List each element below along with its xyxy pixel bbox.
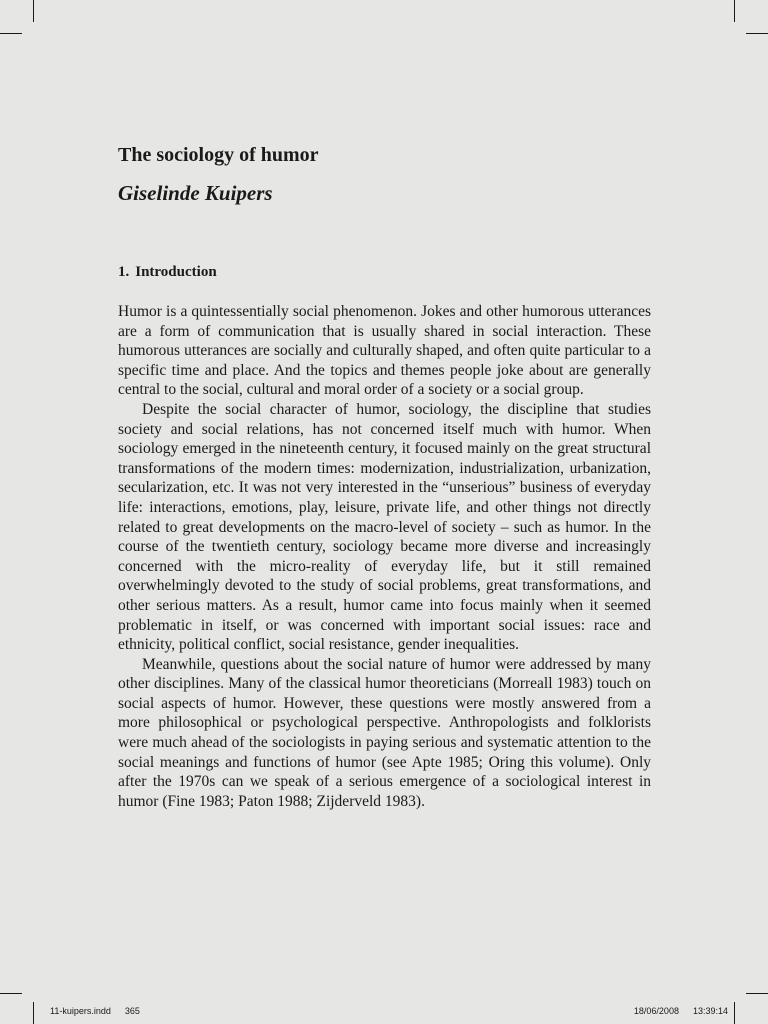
paragraph-1: Humor is a quintessentially social phenomenon. Jokes and other humorous utterances are a form of communication that is usually shared in social interaction. These humorous utterances are socially and culturally shaped, and often quite particular to a specific time and place. And the topics and themes people joke about are generally central to the social, cultural and moral order of a society or a social group. — [118, 303, 651, 399]
slug-date: 18/06/2008 — [633, 1006, 679, 1016]
crop-mark-bottom-right-horizontal — [746, 993, 768, 994]
section-number: 1. — [118, 264, 130, 280]
section-heading-text: Introduction — [135, 264, 217, 280]
crop-mark-bottom-right-vertical — [734, 1002, 735, 1024]
slug-file-info — [50, 1006, 140, 1016]
crop-mark-top-left-horizontal — [0, 33, 22, 34]
slug-time: 13:39:14 — [692, 1006, 728, 1016]
chapter-author: Giselinde Kuipers — [118, 181, 273, 205]
crop-mark-top-right-vertical — [734, 0, 735, 22]
section-heading — [118, 263, 217, 281]
chapter-title: The sociology of humor — [118, 144, 319, 166]
crop-mark-bottom-left-vertical — [33, 1002, 34, 1024]
crop-mark-top-right-horizontal — [746, 33, 768, 34]
crop-mark-top-left-vertical — [33, 0, 34, 22]
paragraph-2: Despite the social character of humor, sociology, the discipline that studies society and social relations, has not concerned itself much with humor. When sociology emerged in the nineteenth century, it focused mainly on the great structural transformations of the modern times: modernization, industrialization, urbanization, secularization, etc. It was not very interested in the “unserious” business of everyday life: interactions, emotions, play, leisure, private life, and other things not directly related to great developments on the macro-level of society – such as humor. In the course of the twentieth century, sociology became more diverse and increasingly concerned with the micro-reality of everyday life, but it still remained overwhelmingly devoted to the study of social problems, great transformations, and other serious matters. As a result, humor came into focus mainly when it seemed problematic in itself, or was concerned with important social issues: race and ethnicity, political conflict, social resistance, gender inequalities. — [118, 400, 651, 654]
slug-file-name: 11-kuipers.indd — [50, 1006, 111, 1016]
slug-timestamp — [634, 1006, 728, 1016]
slug-page-number: 365 — [124, 1006, 140, 1016]
body-text — [118, 302, 651, 811]
crop-mark-bottom-left-horizontal — [0, 993, 22, 994]
paragraph-3: Meanwhile, questions about the social nature of humor were addressed by many other disciplines. Many of the classical humor theoreticians (Morreall 1983) touch on social aspects of humor. However, these questions were mostly answered from a more philosophical or psychological perspective. Anthropologists and folklorists were much ahead of the sociologists in paying serious and systematic attention to the social meanings and functions of humor (see Apte 1985; Oring this volume). Only after the 1970s can we speak of a serious emergence of a sociological interest in humor (Fine 1983; Paton 1988; Zijderveld 1983). — [118, 655, 651, 810]
